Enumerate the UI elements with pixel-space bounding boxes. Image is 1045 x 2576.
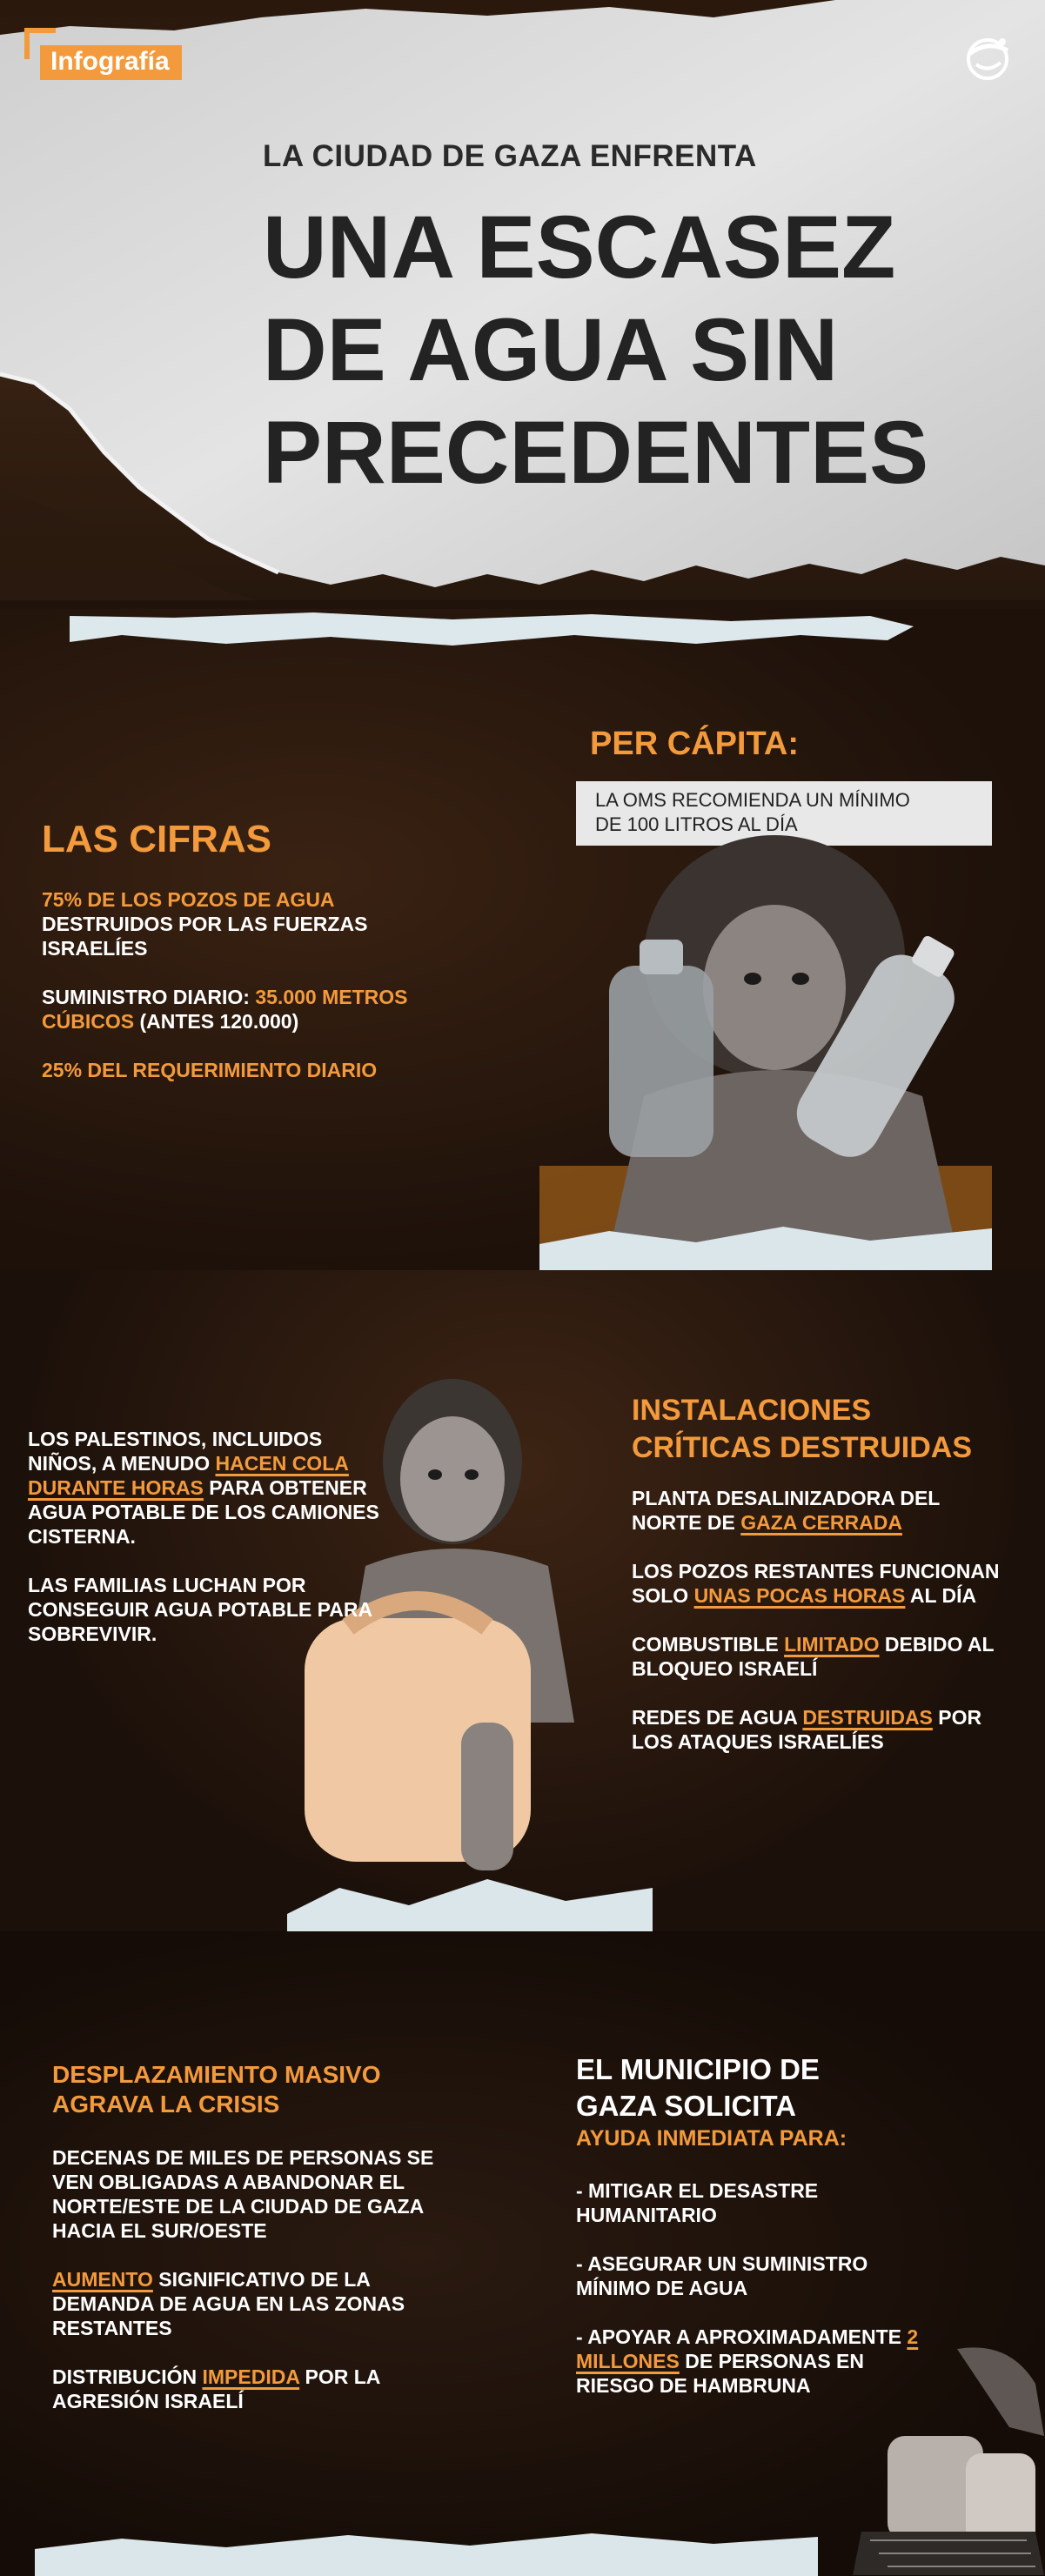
cifras-title: LAS CIFRAS [42,818,271,860]
instalaciones-item-planta [632,1486,1015,1535]
torn-paper-strip-top [52,609,922,652]
headline-line-2: DE AGUA SIN [263,300,839,399]
palestinos-p1-rest: PARA OBTENER AGUA POTABLE DE LOS CAMIONES CISTERNA. [28,1476,379,1548]
instalaciones-i4-highlight: DESTRUIDAS [802,1706,933,1729]
instalaciones-i1-lead: PLANTA DESALINIZADORA DEL NORTE DE [632,1487,940,1534]
instalaciones-i3-rest: DEBIDO AL BLOQUEO ISRAELÍ [632,1633,995,1680]
desplazamiento-title [52,2060,461,2119]
instalaciones-title-line-2: CRÍTICAS DESTRUIDAS [632,1431,973,1464]
instalaciones-title-line-1: INSTALACIONES [632,1394,872,1427]
oms-note-line-1: LA OMS RECOMIENDA UN MÍNIMO [595,789,910,811]
cifras-item-pozos [42,887,451,960]
cifras-item-suministro-rest: (ANTES 120.000) [134,1010,299,1033]
desplazamiento-title-line-2: AGRAVA LA CRISIS [52,2091,280,2118]
palestinos-text [28,1427,393,1670]
instalaciones-i4-lead: REDES DE AGUA [632,1706,803,1729]
instalaciones-i3-lead: COMBUSTIBLE [632,1633,785,1656]
cifras-item-suministro-lead: SUMINISTRO DIARIO: [42,986,256,1008]
instalaciones-item-combustible [632,1632,1015,1681]
desplazamiento-p2-rest: SIGNIFICATIVO DE LA DEMANDA DE AGUA EN LAS ZONAS RESTANTES [52,2268,405,2339]
cifras-item-suministro [42,985,451,1034]
instalaciones-i4-rest: POR LOS ATAQUES ISRAELÍES [632,1706,982,1753]
municipio-b3-lead: - APOYAR A APROXIMADAMENTE [576,2325,908,2348]
cifras-item-requerimiento: 25% DEL REQUERIMIENTO DIARIO [42,1059,378,1081]
desplazamiento-paragraph-2 [52,2267,461,2340]
desplazamiento-title-line-1: DESPLAZAMIENTO MASIVO [52,2061,381,2088]
palestinos-p1-highlight: HACEN COLA DURANTE HORAS [28,1452,349,1499]
category-tag: Infografía [40,45,182,80]
instalaciones-item-redes [632,1705,1015,1754]
desplazamiento-p3-lead: DISTRIBUCIÓN [52,2365,203,2388]
instalaciones-title [632,1392,1015,1467]
desplazamiento-list [52,2145,461,2438]
instalaciones-item-pozos [632,1559,1015,1608]
cifras-item-suministro-highlight: 35.000 METROS CÚBICOS [42,986,408,1033]
per-capita-title: PER CÁPITA: [590,726,799,762]
cifras-item-pozos-highlight: 75% DE LOS POZOS DE AGUA [42,888,335,911]
desplazamiento-paragraph-3 [52,2365,461,2413]
municipio-title-line-1: EL MUNICIPIO DE [576,2053,820,2085]
girl-with-bottles-photo [539,835,992,1270]
al-mayadeen-logo-icon [957,31,1018,84]
municipio-item-asegurar: - ASEGURAR UN SUMINISTRO MÍNIMO DE AGUA [576,2252,868,2299]
desplazamiento-p3-rest: POR LA AGRESIÓN ISRAELÍ [52,2365,380,2412]
municipio-title [576,2051,820,2124]
desplazamiento-p3-highlight: IMPEDIDA [202,2365,300,2388]
instalaciones-i2-rest: AL DÍA [905,1584,977,1607]
instalaciones-i2-highlight: UNAS POCAS HORAS [693,1584,906,1607]
headline-kicker: LA CIUDAD DE GAZA ENFRENTA [263,139,757,173]
man-with-containers-photo [835,2332,1044,2575]
palestinos-p1-lead: LOS PALESTINOS, INCLUIDOS NIÑOS, A MENUDO [28,1428,323,1475]
headline [263,196,1011,504]
torn-paper-strip-bottom [35,2523,818,2576]
cifras-item-pozos-text: DESTRUIDOS POR LAS FUERZAS ISRAELÍES [42,913,368,960]
oms-note-line-2: DE 100 LITROS AL DÍA [595,813,798,835]
municipio-subtitle: AYUDA INMEDIATA PARA: [576,2126,847,2151]
palestinos-paragraph-1 [28,1427,393,1549]
palestinos-paragraph-2: LAS FAMILIAS LUCHAN POR CONSEGUIR AGUA POTABLE PARA SOBREVIVIR. [28,1574,372,1645]
instalaciones-i1-highlight: GAZA CERRADA [740,1511,902,1534]
municipio-item-mitigar: - MITIGAR EL DESASTRE HUMANITARIO [576,2179,819,2226]
municipio-title-line-2: GAZA SOLICITA [576,2090,796,2122]
municipio-b3-rest: DE PERSONAS EN RIESGO DE HAMBRUNA [576,2350,864,2397]
desplazamiento-paragraph-1: DECENAS DE MILES DE PERSONAS SE VEN OBLIGADAS A ABANDONAR EL NORTE/ESTE DE LA CIUDAD DE GAZA HACIA EL SUR/OESTE [52,2146,434,2242]
instalaciones-i2-lead: LOS POZOS RESTANTES FUNCIONAN SOLO [632,1560,1000,1607]
instalaciones-i3-highlight: LIMITADO [784,1633,880,1656]
headline-line-1: UNA ESCASEZ [263,197,896,297]
desplazamiento-p2-highlight: AUMENTO [52,2268,153,2291]
municipio-b3-highlight: 2 MILLONES [576,2325,919,2372]
instalaciones-list [632,1486,1015,1778]
headline-line-3: PRECEDENTES [263,403,929,502]
cifras-list [42,887,451,1107]
